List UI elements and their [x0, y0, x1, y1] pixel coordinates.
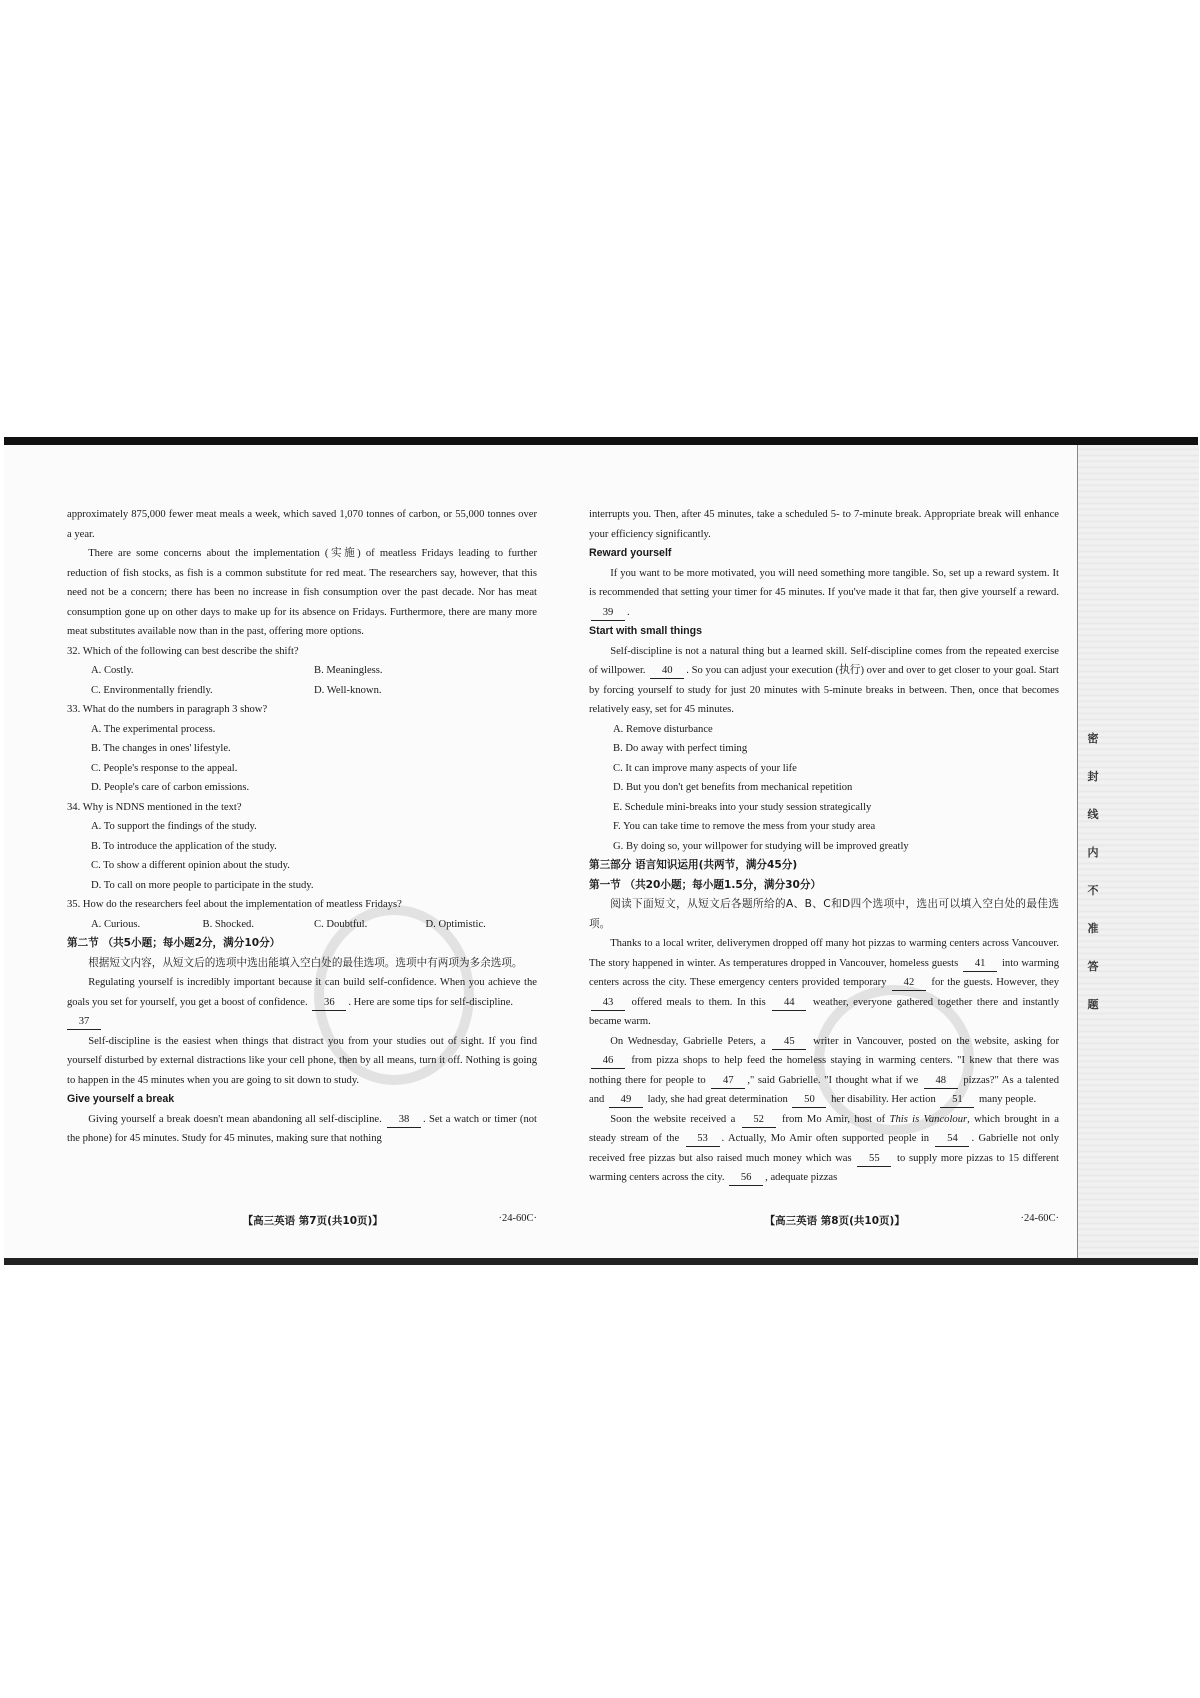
blank-42: 42 — [892, 976, 926, 991]
blank-53: 53 — [686, 1132, 720, 1147]
scanned-exam-spread — [4, 437, 1198, 1265]
question-35-options — [67, 915, 537, 935]
paper-code: ·24-60C· — [1020, 1213, 1059, 1224]
blank-56: 56 — [729, 1171, 763, 1186]
part-3-title: 第三部分 语言知识运用(共两节，满分45分) — [589, 859, 798, 871]
heading-give-break: Give yourself a break — [67, 1093, 175, 1105]
heading-small-things: Start with small things — [589, 625, 703, 637]
paragraph-small-things: Self-discipline is not a natural thing but a learned skill. Self-discipline comes from the repeated exercise of willpower. 40 . So you can adjust your execution (执行) over and over to get closer to your goal. Start by forcing yourself to study for just 20 minutes with 5-minute breaks in between. Then, once that becomes relatively easy, set for 45 minutes. — [589, 645, 1060, 715]
blank-37: 37 — [67, 1015, 101, 1030]
option-a: A. To support the findings of the study. — [91, 821, 257, 832]
paragraph-continued: approximately 875,000 fewer meat meals a week, which saved 1,070 tonnes of carbon, or 55,000 tonnes over a year. — [67, 509, 537, 540]
section-2-title: 第二节 （共5小题；每小题2分，满分10分） — [67, 937, 281, 949]
option-c: C. It can improve many aspects of your life — [613, 762, 797, 774]
paragraph-concerns: There are some concerns about the implementation (实施) of meatless Fridays leading to further reduction of fish stocks, as fish is a common substitute for red meat. The researchers say, however, that this need not be a concern; there has been no increase in fish consumption over the past decade. Nor has meat consumption gone up on other days to make up for its absence on Fridays. Furthermore, there are many more meat substitutes available now than in the past, offering more options. — [67, 548, 537, 637]
paragraph-break: Giving yourself a break doesn't mean abandoning all self-discipline. 38 . Set a watch or timer (not the phone) for 45 minutes. Study for 45 minutes, making sure that nothing — [67, 1113, 537, 1144]
option-d: D. To call on more people to participate in the study. — [91, 879, 314, 891]
option-b: B. The changes in ones' lifestyle. — [91, 743, 231, 754]
option-d: D. Well-known. — [314, 684, 382, 696]
cloze-paragraph-3: Soon the website received a 52 from Mo Amir, host of This is Vancolour, which brought in a steady stream of the 53 . Actually, Mo Amir often supported people in 54 . Gabrielle not only received free pizzas but also raised much money which was 55 to supply more pizzas to 15 different warming centers across the city. 56 , adequate pizzas — [589, 1110, 1059, 1188]
page-number-7: 【高三英语 第7页(共10页)】 — [242, 1215, 383, 1227]
section-1-title: 第一节 （共20小题；每小题1.5分，满分30分） — [589, 878, 822, 891]
paragraph-reward: If you want to be more motivated, you will need something more tangible. So, set up a reward system. It is recommended that setting your timer for 45 minutes. If you've made it that far, then give yourself a reward. 39 . — [589, 564, 1059, 623]
paragraph-interrupts: interrupts you. Then, after 45 minutes, take a scheduled 5- to 7-minute break. Appropriate break will enhance your efficiency significantly. — [589, 509, 1059, 540]
question-33: 33. What do the numbers in paragraph 3 show? — [67, 704, 268, 715]
option-c: C. Environmentally friendly. — [91, 684, 213, 696]
option-g: G. By doing so, your willpower for studying will be improved greatly — [613, 840, 909, 852]
paragraph-regulating: Regulating yourself is incredibly important because it can build self-confidence. When you achieve the goals you set for yourself, you get a boost of confidence. 36 . Here are some tips for self-discipline. — [67, 973, 537, 1012]
question-32: 32. Which of the following can best describe the shift? — [67, 645, 299, 657]
binding-seal-text: 密 封 线 内 不 准 答 题 — [1087, 732, 1099, 1011]
blank-44: 44 — [772, 996, 806, 1011]
option-b: B. Do away with perfect timing — [613, 743, 748, 754]
blank-48: 48 — [924, 1074, 958, 1089]
blank-47: 47 — [711, 1074, 745, 1089]
right-page-column — [589, 505, 1059, 1188]
option-b: B. Meaningless. — [314, 665, 383, 676]
option-a: A. Remove disturbance — [613, 723, 713, 735]
option-a: A. The experimental process. — [91, 723, 216, 735]
option-c: C. To show a different opinion about the study. — [91, 860, 290, 871]
seven-choose-five-options — [589, 720, 1059, 857]
blank-50: 50 — [792, 1093, 826, 1108]
option-c: C. People's response to the appeal. — [91, 762, 238, 774]
option-b: B. To introduce the application of the study. — [91, 840, 277, 852]
right-page-footer — [589, 1213, 1059, 1228]
page-number-8: 【高三英语 第8页(共10页)】 — [764, 1215, 905, 1227]
option-e: E. Schedule mini-breaks into your study session strategically — [613, 801, 872, 813]
section-1-instructions: 阅读下面短文，从短文后各题所给的A、B、C和D四个选项中，选出可以填入空白处的最佳选项。 — [589, 898, 1059, 930]
option-b: B. Shocked. — [202, 918, 254, 930]
question-32-options — [67, 661, 537, 681]
blank-55: 55 — [857, 1152, 891, 1167]
left-page-column — [67, 505, 537, 1149]
blank-54: 54 — [935, 1132, 969, 1147]
option-d: D. But you don't get benefits from mechanical repetition — [613, 782, 853, 793]
option-a: A. Curious. — [91, 918, 141, 930]
left-page-footer — [67, 1213, 537, 1228]
option-c: C. Doubtful. — [314, 918, 368, 930]
blank-43: 43 — [591, 996, 625, 1011]
blank-49: 49 — [609, 1093, 643, 1108]
show-title: This is Vancolour — [889, 1113, 968, 1125]
blank-51: 51 — [940, 1093, 974, 1108]
heading-reward: Reward yourself — [589, 547, 672, 559]
question-35: 35. How do the researchers feel about the implementation of meatless Fridays? — [67, 899, 402, 910]
blank-52: 52 — [742, 1113, 776, 1128]
blank-46: 46 — [591, 1054, 625, 1069]
option-f: F. You can take time to remove the mess from your study area — [613, 821, 876, 832]
blank-40: 40 — [650, 664, 684, 679]
blank-37-line — [67, 1012, 537, 1032]
option-d: D. People's care of carbon emissions. — [91, 782, 250, 793]
blank-45: 45 — [772, 1035, 806, 1050]
blank-36: 36 — [312, 996, 346, 1011]
blank-38: 38 — [387, 1113, 421, 1128]
section-2-instructions: 根据短文内容，从短文后的选项中选出能填入空白处的最佳选项。选项中有两项为多余选项。 — [88, 956, 523, 969]
blank-41: 41 — [963, 957, 997, 972]
paragraph-easiest: Self-discipline is the easiest when things that distract you from your studies out of sight. If you find yourself disturbed by external distractions like your cell phone, then by all means, turn it off. Nothing is going to happen in the 45 minutes when you are going to sit down to study. — [67, 1035, 537, 1086]
question-34: 34. Why is NDNS mentioned in the text? — [67, 801, 242, 813]
cloze-paragraph-2: On Wednesday, Gabrielle Peters, a 45 writer in Vancouver, posted on the website, asking for 46 from pizza shops to help feed the homeless staying in warming centers. "I knew that there was nothing there for people to 47 ," said Gabrielle. "I thought what if we 48 pizzas?" As a talented and 49 lady, she had great determination 50 her disability. Her action 51 many people. — [589, 1032, 1059, 1110]
paper-code: ·24-60C· — [498, 1213, 537, 1224]
cloze-paragraph-1: Thanks to a local writer, deliverymen dropped off many hot pizzas to warming centers across Vancouver. The story happened in winter. As temperatures dropped in Vancouver, homeless guests 41 into warming centers across the city. These emergency centers provided temporary 42 for the guests. However, they 43 offered meals to them. In this 44 weather, everyone gathered together there and instantly became warm. — [589, 938, 1059, 1027]
blank-39: 39 — [591, 606, 625, 621]
option-d: D. Optimistic. — [425, 918, 486, 930]
option-a: A. Costly. — [91, 665, 134, 676]
question-32-options-row2 — [67, 681, 537, 701]
